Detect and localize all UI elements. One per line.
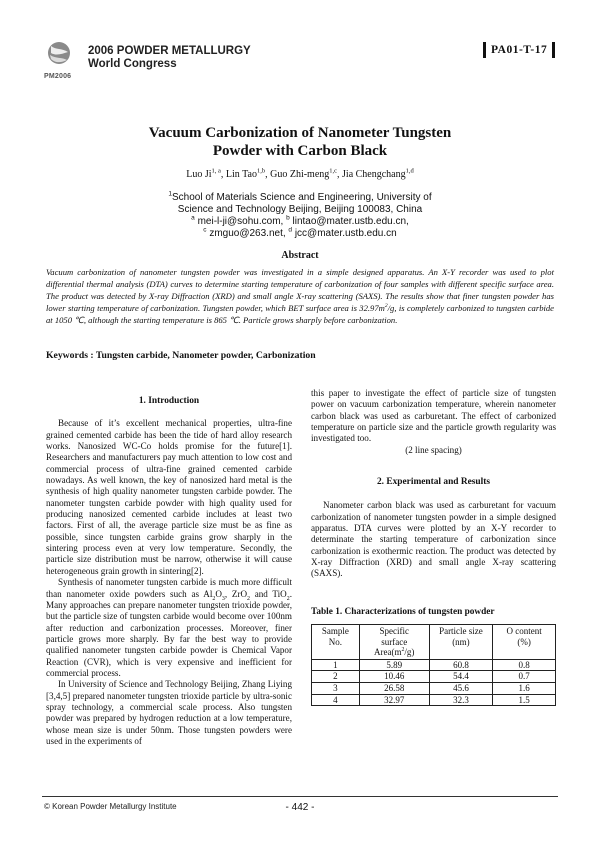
- table-cell: 32.97: [359, 694, 429, 706]
- table-header-row: [312, 625, 556, 660]
- author-name: Guo Zhi-meng: [270, 169, 330, 180]
- table-row: [312, 694, 556, 706]
- abstract-heading: Abstract: [281, 250, 319, 261]
- table-cell: 0.7: [493, 671, 556, 683]
- email-d-link[interactable]: jcc@mater.ustb.edu.cn: [294, 228, 397, 239]
- table-cell: 45.6: [429, 682, 493, 694]
- email-line-1: $^a$ mei-l-ji@sohu.com, $^b$ lintao@mater.ustb.edu.cn,: [191, 214, 409, 227]
- header-particle-size: Particle size (nm): [429, 625, 493, 660]
- experimental-paragraph-1: Nanometer carbon black was used as carburetant for vacuum carbonization of nanometer tungsten powder in a simple designed apparatus. DTA curves were plotted by an X-Y recorder to determinate the starting temperature of carbonization since carbonization is exothermic reaction. The product was detected by X-ray Diffraction (XRD) and small angle X-ray scattering (SAXS).: [311, 500, 556, 579]
- table-cell: 60.8: [429, 659, 493, 671]
- table-cell: 2: [312, 671, 360, 683]
- email-b-link[interactable]: lintao@mater.ustb.edu.cn,: [292, 216, 409, 227]
- section-heading-experimental: 2. Experimental and Results: [376, 477, 491, 488]
- code-bar-right: [552, 42, 555, 58]
- table-row: [312, 659, 556, 671]
- characterization-table: [311, 624, 556, 706]
- author-name: Jia Chengchang: [342, 169, 406, 180]
- header-o-content: O content (%): [493, 625, 556, 660]
- copyright-notice: © Korean Powder Metallurgy Institute: [44, 802, 177, 811]
- logo-label: PM2006: [44, 73, 72, 80]
- paper-title: [60, 124, 540, 160]
- right-column: [311, 388, 556, 580]
- paper-code: PA01-T-17: [491, 44, 548, 56]
- table-row: [312, 682, 556, 694]
- table-cell: 0.8: [493, 659, 556, 671]
- email-line-2: $^c$ zmguo@263.net, $^d$ jcc@mater.ustb.edu.cn: [203, 226, 397, 239]
- affiliation: [60, 192, 540, 240]
- author-sup: 1,c: [329, 167, 338, 175]
- keywords: Keywords : Tungsten carbide, Nanometer powder, Carbonization: [46, 350, 316, 361]
- intro-paragraph-1: Because of it’s excellent mechanical properties, ultra-fine grained cemented carbide has been the tide of hard alloy research works. Nanosized WC-Co holds promise for the future[1]. Researchers and manufacturers pay much attention to low cost and commercial process of ultra-fine grained cemented carbide nowadays. As well known, the key of nanosized hard metal is the synthesis of high quality nanometer tungsten carbide powder. The nanometer tungsten carbide powder with high quality used for producing nanosized cemented carbide includes at least two factors. First of all, the average particle size must be as fine as possible, since tungsten carbide grains grow sharply in the sintering process even at very low temperature. Secondly, the particle size distribution must be narrow, otherwise it will cause heterogeneous grain growth in sintering[2].: [46, 418, 292, 576]
- author-name: Lin Tao: [225, 169, 257, 180]
- paper-code-box: [483, 41, 555, 59]
- intro-paragraph-3: In University of Science and Technology Beijing, Zhang Liying [3,4,5] prepared nanometer tungsten trioxide particle by ultra-sonic spray technology, a commercial scale process. Also tungsten powder was prepared by hydrogen reduction at a low temperature, whose mean size is under 50nm. Those tungsten powders were used in the experiments of: [46, 679, 292, 746]
- spacing-note: (2 line spacing): [405, 444, 462, 455]
- intro-paragraph-4: this paper to investigate the effect of particle size of tungsten power on vacuum carbonization temperature, wherein nanometer carbon black was used as carburetant. The effect of carbonized temperature on particle size and the particle growth regularity was investigated too.: [311, 388, 556, 444]
- abstract-text: Vacuum carbonization of nanometer tungsten powder was investigated in a simple designed apparatus. An X-Y recorder was used to plot differential thermal analysis (DTA) curves to determine starting temperature of carbonization of four samples with different specific surface area. The product was detected by X-ray Diffraction (XRD) and small angle X-ray scattering (SAXS). The results show that finer tungsten powder has lower starting temperature of carbonization. Tungsten powder, which BET surface area is $32.97m^2/g$, is completely carbonized to tungsten carbide at 1050 ℃, although the starting temperature is 865 ℃. Particle grows sharply before carbonization.: [46, 267, 554, 325]
- conference-name: [88, 45, 251, 71]
- author-sup: 1,b: [256, 167, 266, 175]
- author-sup: 1,d: [405, 167, 414, 175]
- header-surface-area: Specific surface $Area(m^2/g)$: [359, 625, 429, 660]
- intro-paragraph-2: Synthesis of nanometer tungsten carbide is much more difficult than nanometer oxide powders such as $Al_2O_3$, ZrO$_2$ and TiO$_2$. Many approaches can prepare nanometer tungsten trioxide powder, but the particle size of tungsten carbide would become over 100nm after reduction and carbonization processes. Moreover, finer particle grows more sharply. By far the best way to provide qualified nanometer tungsten carbide powder is Chemical Vapor Reaction (CVR), which is very expensive and inefficient for commercial process.: [46, 577, 292, 678]
- table-cell: 32.3: [429, 694, 493, 706]
- table-cell: 5.89: [359, 659, 429, 671]
- conference-line-1: 2006 POWDER METALLURGY: [88, 45, 251, 57]
- author-name: Luo Ji: [186, 169, 212, 180]
- author-sup: 1, a: [211, 167, 221, 175]
- table-row: [312, 671, 556, 683]
- header-sample: Sample No.: [312, 625, 360, 660]
- table-cell: 1.5: [493, 694, 556, 706]
- page-number: - 442 -: [285, 802, 315, 813]
- table-cell: 10.46: [359, 671, 429, 683]
- section-heading-introduction: 1. Introduction: [138, 396, 200, 406]
- email-a-link[interactable]: mei-l-ji@sohu.com,: [197, 216, 284, 227]
- affiliation-line-1: $^1$School of Materials Science and Engineering, University of: [168, 190, 432, 203]
- table-cell: 3: [312, 682, 360, 694]
- affiliation-line-2: Science and Technology Beijing, Beijing 100083, China: [177, 204, 423, 215]
- email-c-link[interactable]: zmguo@263.net,: [209, 228, 286, 239]
- table-cell: 4: [312, 694, 360, 706]
- table-cell: 1: [312, 659, 360, 671]
- author-list: Luo Ji$^{1, a}$, Lin Tao$^{1,b}$, Guo Zhi-meng$^{1,c}$, Jia Chengchang$^{1,d}$: [186, 167, 414, 180]
- title-line-1: Vacuum Carbonization of Nanometer Tungsten: [148, 125, 452, 141]
- table-caption: Table 1. Characterizations of tungsten powder: [311, 607, 495, 617]
- footer-divider: [42, 796, 558, 797]
- table-cell: 1.6: [493, 682, 556, 694]
- left-column: [46, 396, 292, 747]
- table-cell: 26.58: [359, 682, 429, 694]
- code-bar-left: [483, 42, 486, 58]
- conference-line-2: World Congress: [88, 58, 177, 70]
- table-cell: 54.4: [429, 671, 493, 683]
- title-line-2: Powder with Carbon Black: [212, 143, 388, 159]
